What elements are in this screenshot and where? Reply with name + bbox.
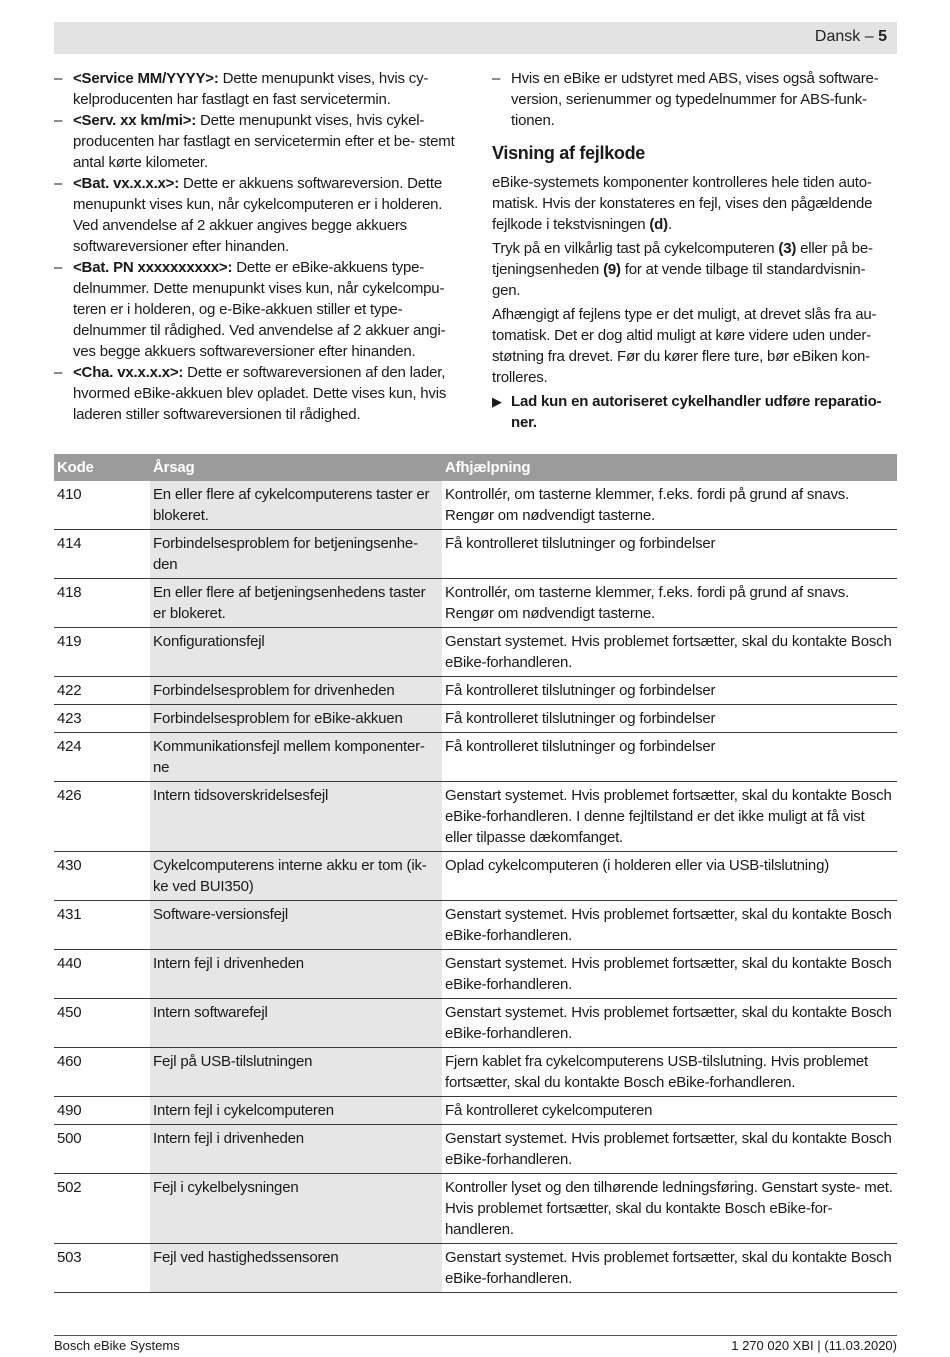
list-item-cha-version: [54, 362, 459, 425]
section-heading: Visning af fejlkode: [492, 143, 646, 163]
cell-remedy: Få kontrolleret cykelcomputeren: [442, 1097, 897, 1125]
column-header: Afhjælpning: [442, 454, 897, 481]
cell-cause: Software-versionsfejl: [150, 901, 442, 950]
cell-cause: Fejl ved hastighedssensoren: [150, 1244, 442, 1293]
table-row: [54, 628, 897, 677]
item-term: <Cha. vx.x.x.x>:: [73, 364, 184, 381]
paragraph-text: .: [667, 216, 672, 233]
cell-remedy: Få kontrolleret tilslutninger og forbindelser: [442, 733, 897, 782]
paragraph: Afhængigt af fejlens type er det muligt, at drevet slås fra au- tomatisk. Det er dog altid muligt at køre videre uden under- støtning fra drevet. Før du kører flere ture, bør eBiken kon- trolleres.: [492, 306, 877, 386]
cell-code: 418: [54, 579, 150, 628]
item-text: Dette er akkuens softwareversion. Dette menupunkt vises kun, når cykelcomputeren er i holderen. Ved anvendelse af 2 akkuer angives begge akkuers softwareversioner efter hinanden.: [73, 175, 443, 255]
warning-note: [492, 391, 897, 433]
item-term: <Service MM/YYYY>:: [73, 70, 219, 87]
cell-code: 431: [54, 901, 150, 950]
paragraph: [492, 238, 897, 301]
cell-cause: Forbindelsesproblem for betjeningsenhe- den: [150, 530, 442, 579]
list-item-abs: [492, 68, 897, 131]
paragraph-text: eller på be- tjeningsenheden: [492, 240, 873, 278]
table-row: [54, 733, 897, 782]
cell-remedy: Fjern kablet fra cykelcomputerens USB-tilslutning. Hvis problemet fortsætter, skal du kontakte Bosch eBike-forhandleren.: [442, 1048, 897, 1097]
cell-cause: Fejl i cykelbelysningen: [150, 1174, 442, 1244]
header-text: [815, 28, 887, 46]
cell-code: 460: [54, 1048, 150, 1097]
paragraph-text: for at vende tilbage til standardvisnin- gen.: [492, 261, 866, 299]
cell-cause: Intern fejl i cykelcomputeren: [150, 1097, 442, 1125]
left-column: [54, 68, 459, 425]
warning-text: Lad kun en autoriseret cykelhandler udføre reparatio- ner.: [511, 393, 882, 431]
cell-cause: En eller flere af betjeningsenhedens taster er blokeret.: [150, 579, 442, 628]
cell-code: 490: [54, 1097, 150, 1125]
header-section: Dansk: [814, 28, 861, 45]
cell-code: 419: [54, 628, 150, 677]
error-code-table: [54, 454, 897, 1293]
cell-remedy: Få kontrolleret tilslutninger og forbindelser: [442, 677, 897, 705]
cell-remedy: Få kontrolleret tilslutninger og forbindelser: [442, 530, 897, 579]
column-header: Kode: [54, 454, 150, 481]
table-row: [54, 999, 897, 1048]
cell-code: 430: [54, 852, 150, 901]
table-header-row: [54, 454, 897, 481]
cell-code: 422: [54, 677, 150, 705]
cell-remedy: Genstart systemet. Hvis problemet fortsætter, skal du kontakte Bosch eBike-forhandleren.: [442, 1244, 897, 1293]
right-column: [492, 68, 897, 433]
footer-divider: [54, 1335, 897, 1336]
table-row: [54, 1097, 897, 1125]
cell-cause: En eller flere af cykelcomputerens taster er blokeret.: [150, 481, 442, 530]
footer-document-id: 1 270 020 XBI | (11.03.2020): [731, 1338, 897, 1353]
list-item-service: [54, 68, 459, 110]
cell-cause: Intern tidsoverskridelsesfejl: [150, 782, 442, 852]
dash: –: [54, 112, 63, 129]
cell-cause: Intern fejl i drivenheden: [150, 1125, 442, 1174]
dash: –: [492, 70, 501, 87]
cell-remedy: Genstart systemet. Hvis problemet fortsætter, skal du kontakte Bosch eBike-forhandleren.: [442, 999, 897, 1048]
cell-code: 503: [54, 1244, 150, 1293]
item-text: Hvis en eBike er udstyret med ABS, vises også software- version, serienummer og typedelnummer for ABS-funk- tionen.: [511, 70, 879, 129]
cell-remedy: Genstart systemet. Hvis problemet fortsætter, skal du kontakte Bosch eBike-forhandleren.: [442, 901, 897, 950]
cell-remedy: Kontrollér, om tasterne klemmer, f.eks. fordi på grund af snavs. Rengør om nødvendigt tasterne.: [442, 481, 897, 530]
table-row: [54, 782, 897, 852]
table-row: [54, 852, 897, 901]
table-row: [54, 677, 897, 705]
cell-code: 450: [54, 999, 150, 1048]
footer-publisher: Bosch eBike Systems: [54, 1338, 180, 1353]
cell-cause: Intern fejl i drivenheden: [150, 950, 442, 999]
table-row: [54, 1125, 897, 1174]
ref-label: (d): [649, 216, 668, 233]
table-row: [54, 481, 897, 530]
dash: –: [54, 70, 63, 87]
ref-label: (3): [778, 240, 797, 257]
cell-code: 440: [54, 950, 150, 999]
table-row: [54, 950, 897, 999]
cell-code: 500: [54, 1125, 150, 1174]
item-term: <Bat. PN xxxxxxxxxx>:: [73, 259, 233, 276]
paragraph: [492, 172, 897, 235]
cell-remedy: Kontroller lyset og den tilhørende ledningsføring. Genstart syste- met. Hvis problemet fortsætter, skal du kontakte Bosch eBike-for- handleren.: [442, 1174, 897, 1244]
table-body: [54, 481, 897, 1293]
cell-remedy: Oplad cykelcomputeren (i holderen eller via USB-tilslutning): [442, 852, 897, 901]
table-row: [54, 1244, 897, 1293]
cell-cause: Intern softwarefejl: [150, 999, 442, 1048]
cell-cause: Forbindelsesproblem for drivenheden: [150, 677, 442, 705]
dash: –: [54, 259, 63, 276]
cell-remedy: Genstart systemet. Hvis problemet fortsætter, skal du kontakte Bosch eBike-forhandleren. I denne fejltilstand er det ikke muligt at få vist eller tilpasse dækomfanget.: [442, 782, 897, 852]
cell-remedy: Genstart systemet. Hvis problemet fortsætter, skal du kontakte Bosch eBike-forhandleren.: [442, 950, 897, 999]
header-separator: –: [864, 28, 874, 45]
cell-code: 410: [54, 481, 150, 530]
cell-cause: Cykelcomputerens interne akku er tom (ik- ke ved BUI350): [150, 852, 442, 901]
cell-code: 414: [54, 530, 150, 579]
cell-cause: Fejl på USB-tilslutningen: [150, 1048, 442, 1097]
table-row: [54, 901, 897, 950]
cell-code: 426: [54, 782, 150, 852]
table-row: [54, 1174, 897, 1244]
cell-remedy: Kontrollér, om tasterne klemmer, f.eks. fordi på grund af snavs. Rengør om nødvendigt tasterne.: [442, 579, 897, 628]
table-row: [54, 705, 897, 733]
cell-cause: Forbindelsesproblem for eBike-akkuen: [150, 705, 442, 733]
paragraph-text: Tryk på en vilkårlig tast på cykelcomputeren: [492, 240, 779, 257]
paragraph-text: eBike-systemets komponenter kontrolleres hele tiden auto- matisk. Hvis der konstateres en fejl, vises den pågældende fejlkode i tekstvisningen: [492, 174, 873, 233]
dash: –: [54, 175, 63, 192]
cell-code: 423: [54, 705, 150, 733]
column-header: Årsag: [150, 454, 442, 481]
cell-cause: Kommunikationsfejl mellem komponenter- ne: [150, 733, 442, 782]
cell-cause: Konfigurationsfejl: [150, 628, 442, 677]
item-text: Dette menupunkt vises, hvis cy- kelproducenten har fastlagt en fast servicetermin.: [73, 70, 429, 108]
cell-remedy: Få kontrolleret tilslutninger og forbindelser: [442, 705, 897, 733]
ref-label: (9): [603, 261, 621, 278]
item-text: Dette er softwareversionen af den lader, hvormed eBike-akkuen blev opladet. Dette vises kun, hvis laderen stiller softwareversionen til rådighed.: [73, 364, 447, 423]
table-row: [54, 579, 897, 628]
table-row: [54, 530, 897, 579]
list-item-bat-version: [54, 173, 459, 257]
triangle-right-icon: ▶: [492, 394, 502, 409]
cell-remedy: Genstart systemet. Hvis problemet fortsætter, skal du kontakte Bosch eBike-forhandleren.: [442, 1125, 897, 1174]
cell-code: 424: [54, 733, 150, 782]
page-header: [54, 22, 897, 54]
item-term: <Serv. xx km/mi>:: [73, 112, 197, 129]
cell-code: 502: [54, 1174, 150, 1244]
cell-remedy: Genstart systemet. Hvis problemet fortsætter, skal du kontakte Bosch eBike-forhandleren.: [442, 628, 897, 677]
table-row: [54, 1048, 897, 1097]
item-text: Dette menupunkt vises, hvis cykel- producenten har fastlagt en servicetermin efter et be- stemt antal kørte kilometer.: [73, 112, 455, 171]
item-text: Dette er eBike-akkuens type- delnummer. Dette menupunkt vises kun, når cykelcompu- teren er i holderen, og e-Bike-akkuen stiller et type- delnummer til rådighed. Ved anvendelse af 2 akkuer angi- ves begge akkuers softwareversioner efter hinanden.: [73, 259, 446, 360]
item-term: <Bat. vx.x.x.x>:: [73, 175, 180, 192]
list-item-serv-km: [54, 110, 459, 173]
dash: –: [54, 364, 63, 381]
page-number: 5: [878, 28, 887, 45]
list-item-bat-pn: [54, 257, 459, 362]
